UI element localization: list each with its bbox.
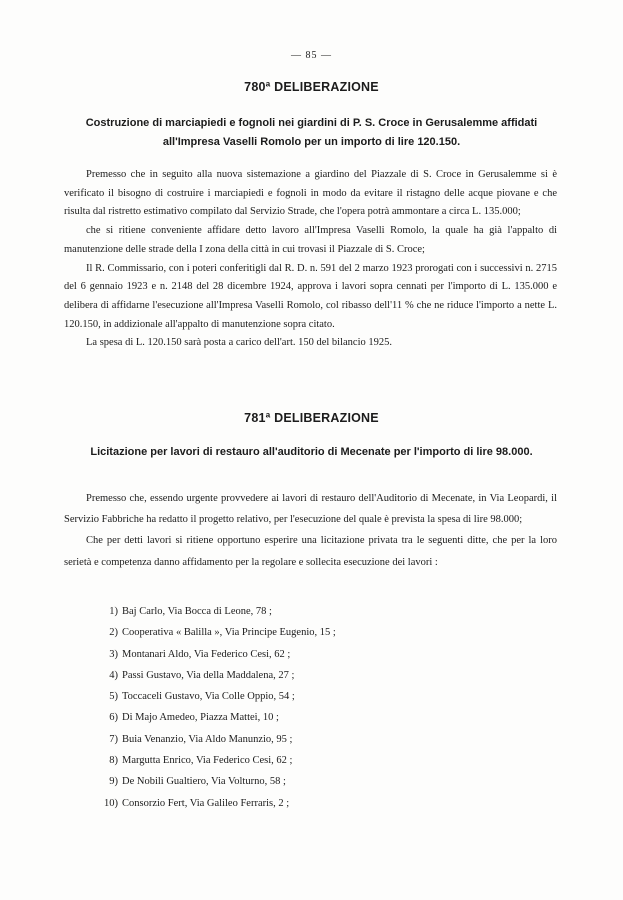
list-item-text: Di Majo Amedeo, Piazza Mattei, 10 ; xyxy=(122,712,279,724)
list-item-text: Toccaceli Gustavo, Via Colle Oppio, 54 ; xyxy=(122,691,295,703)
list-item xyxy=(100,707,520,728)
list-item-text: Cooperativa « Balilla », Via Principe Eugenio, 15 ; xyxy=(122,627,336,639)
section2-subtitle: Licitazione per lavori di restauro all'auditorio di Mecenate per l'importo di lire 98.000. xyxy=(90,446,533,458)
section1-paragraph: Il R. Commissario, con i poteri conferitigli dal R. D. n. 591 del 2 marzo 1923 prorogati con i successivi n. 2715 del 6 gennaio 1923 e n. 2148 del 28 dicembre 1924, approva i lavori sopra cennati per l'importo di L. 135.000 e delibera di affidarne l'esecuzione all'Impresa Vaselli Romolo, col ribasso dell'11 % che ne riduce l'importo a nette L. 120.150, in addizionale all'appalto di manutenzione sopra citato. xyxy=(64,262,557,330)
list-item-text: Margutta Enrico, Via Federico Cesi, 62 ; xyxy=(122,755,293,767)
list-item xyxy=(100,686,520,707)
list-item xyxy=(100,750,520,771)
list-item-text: Baj Carlo, Via Bocca di Leone, 78 ; xyxy=(122,606,272,617)
list-item-number: 4) xyxy=(109,669,118,681)
list-item-number: 7) xyxy=(109,733,118,745)
list-item-text: Passi Gustavo, Via della Maddalena, 27 ; xyxy=(122,669,295,681)
section2-paragraph: Che per detti lavori si ritiene opportuno esperire una licitazione privata tra le seguenti ditte, che per la loro serietà e competenza danno affidamento per la regolare e sollecita esecuzione dei lavori : xyxy=(64,535,557,568)
list-item-text: Montanari Aldo, Via Federico Cesi, 62 ; xyxy=(122,648,291,660)
section1-body xyxy=(64,166,557,353)
section1-subtitle: Costruzione di marciapiedi e fognoli nei giardini di P. S. Croce in Gerusalemme affidati all'Impresa Vaselli Romolo per un importo di lire 120.150. xyxy=(85,117,538,148)
list-item-number: 8) xyxy=(109,755,118,767)
list-item-number: 3) xyxy=(109,648,118,660)
section1-paragraph: che si ritiene conveniente affidare detto lavoro all'Impresa Vaselli Romolo, la quale ha già l'appalto di manutenzione delle strade della I zona della città in cui trovasi il Piazzale di S. Croce; xyxy=(64,225,557,255)
section1-paragraph: La spesa di L. 120.150 sarà posta a carico dell'art. 150 del bilancio 1925. xyxy=(86,337,393,349)
list-item xyxy=(100,729,520,750)
section2-title: 781ª DELIBERAZIONE xyxy=(244,411,379,425)
list-item-number: 1) xyxy=(109,606,118,617)
list-item xyxy=(100,665,520,686)
section1-title: 780ª DELIBERAZIONE xyxy=(244,80,379,94)
list-item xyxy=(100,644,520,665)
section2-paragraph: Premesso che, essendo urgente provvedere ai lavori di restauro dell'Auditorio di Mecenate, in Via Leopardi, il Servizio Fabbriche ha redatto il progetto relativo, per l'esecuzione del quale è prevista la spesa di lire 98.000; xyxy=(64,493,557,526)
list-item-text: Consorzio Fert, Via Galileo Ferraris, 2 ; xyxy=(122,797,290,809)
list-item xyxy=(100,771,520,792)
list-item-number: 6) xyxy=(109,712,118,724)
list-item-number: 10) xyxy=(104,797,118,809)
list-item-number: 2) xyxy=(109,627,118,639)
list-item xyxy=(100,622,520,643)
list-item-number: 5) xyxy=(109,691,118,703)
section2-body xyxy=(64,488,557,573)
page-number: — 85 — xyxy=(291,50,332,61)
list-item xyxy=(100,601,520,622)
list-item xyxy=(100,793,520,814)
ditte-list xyxy=(100,601,520,814)
list-item-text: De Nobili Gualtiero, Via Volturno, 58 ; xyxy=(122,776,286,788)
list-item-number: 9) xyxy=(109,776,118,788)
section1-paragraph: Premesso che in seguito alla nuova sistemazione a giardino del Piazzale di S. Croce in Gerusalemme si è verificato il bisogno di costruire i marciapiedi e fognoli in modo da evitare il ristagno delle acque piovane e che risulta dal ristretto estimativo compilato dal Servizio Strade, che l'opera potrà ammontare a circa L. 135.000; xyxy=(64,169,557,218)
list-item-text: Buia Venanzio, Via Aldo Manunzio, 95 ; xyxy=(122,733,293,745)
